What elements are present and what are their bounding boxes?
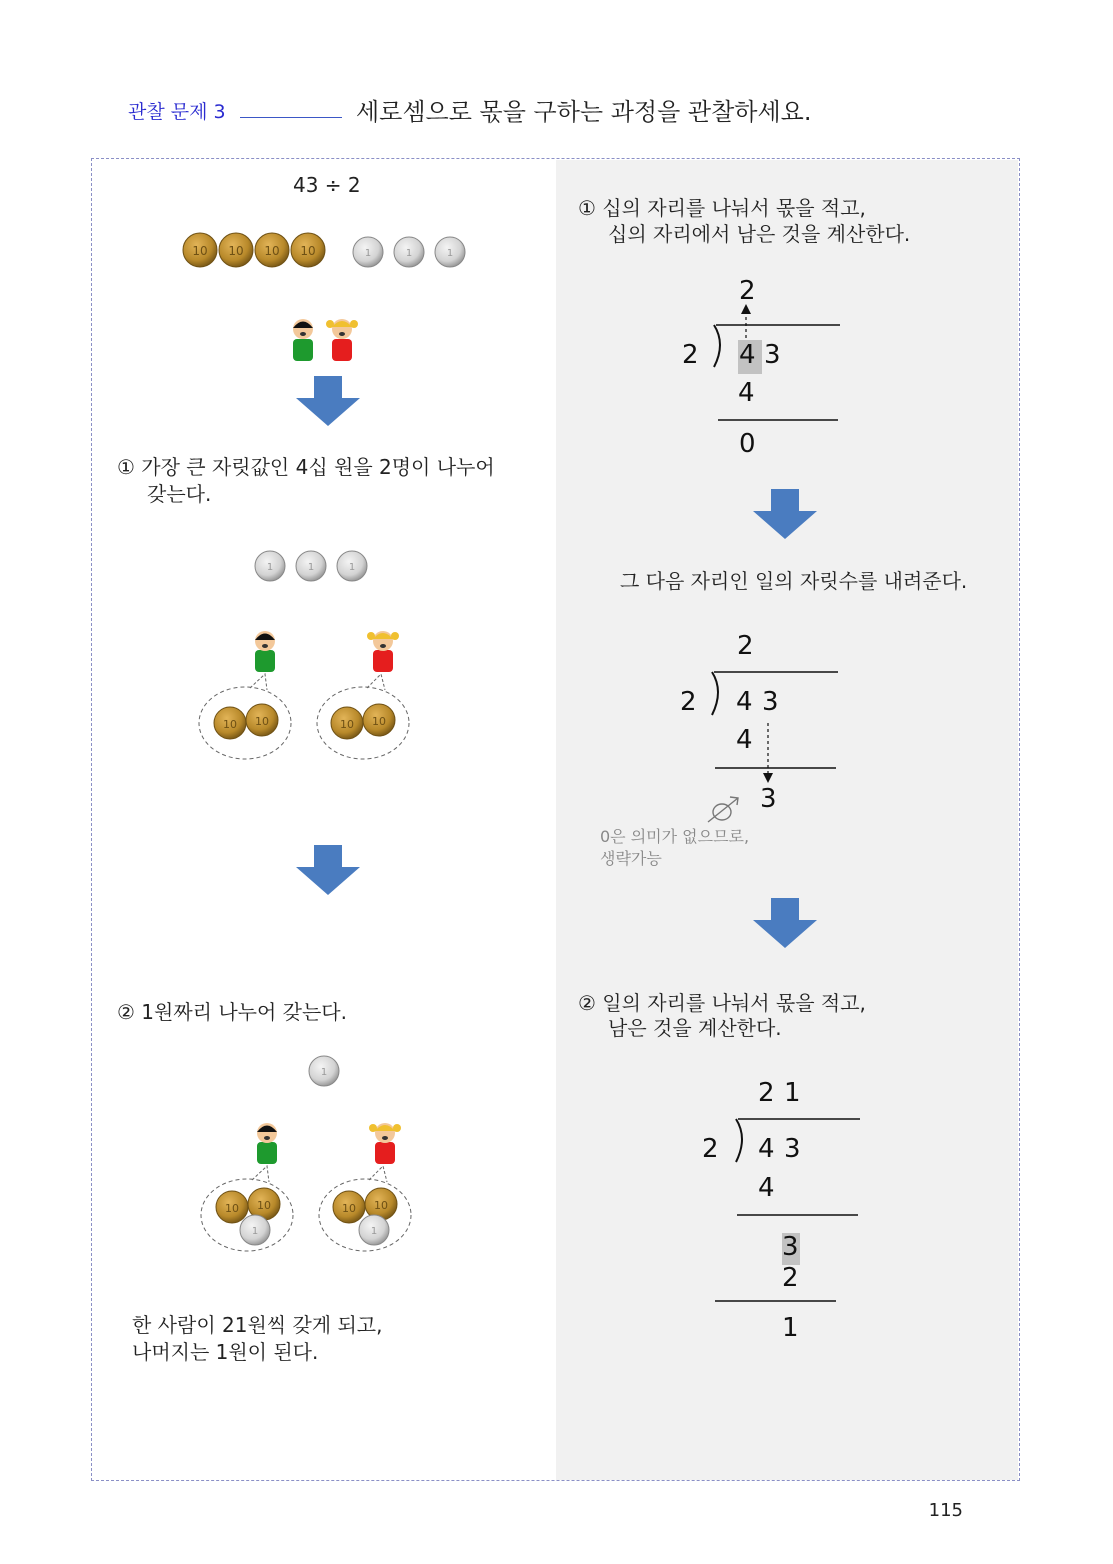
svg-text:10: 10 (225, 1202, 239, 1215)
one-won-coin-icon (255, 551, 285, 581)
page-number: 115 (928, 1500, 963, 1521)
svg-text:10: 10 (264, 244, 280, 258)
right-step2-line1: ② 일의 자리를 나눠서 몫을 적고, (578, 991, 866, 1015)
girl-figure-icon (326, 319, 358, 361)
dividend-tens: 4 (739, 340, 756, 370)
one-won-coin-icon (359, 1215, 389, 1245)
problem-label: 관찰 문제 3 (128, 101, 226, 123)
svg-text:1: 1 (251, 1226, 259, 1237)
ten-won-coin-icon (214, 707, 246, 739)
svg-text:10: 10 (257, 1199, 271, 1212)
svg-text:10: 10 (228, 244, 244, 258)
svg-text:1: 1 (446, 248, 454, 259)
ten-won-coin-icon (333, 1191, 365, 1223)
problem-title: 세로셈으로 몫을 구하는 과정을 관찰하세요. (356, 98, 812, 126)
svg-text:1: 1 (370, 1226, 378, 1237)
remainder: 0 (739, 429, 756, 459)
subtrahend: 4 (738, 378, 755, 408)
long-division-2 (660, 625, 860, 825)
svg-text:10: 10 (300, 244, 316, 258)
right-step1-line2: 십의 자리에서 남은 것을 계산한다. (608, 222, 911, 246)
one-won-coin-icon (394, 237, 424, 267)
omit-note-line1: 0은 의미가 없으므로, (600, 827, 750, 846)
two-people (288, 315, 360, 363)
right-middle-text: 그 다음 자리인 일의 자릿수를 내려준다. (620, 569, 968, 593)
dividend-ones: 3 (762, 687, 779, 717)
ten-won-coin-icon (363, 704, 395, 736)
brought-down-digit: 3 (760, 784, 777, 814)
people-sharing-ones (197, 1120, 417, 1255)
boy-figure-icon (293, 319, 313, 361)
crossed-zero-mark (704, 794, 744, 824)
left-step1-line1: ① 가장 큰 자릿값인 4십 원을 2명이 나누어 (117, 455, 495, 479)
ten-won-coin-icon (291, 233, 325, 267)
svg-text:1: 1 (266, 562, 274, 573)
result-line2: 나머지는 1원이 된다. (132, 1340, 319, 1364)
answer-blank-line (240, 117, 342, 118)
people-sharing-tens (195, 628, 415, 763)
speech-bubble-left (201, 1166, 293, 1251)
right-step1-line1: ① 십의 자리를 나눠서 몫을 적고, (578, 196, 866, 220)
boy-figure-icon (257, 1123, 277, 1164)
omit-note-line2: 생략가능 (600, 849, 662, 868)
ten-won-coin-icon (331, 707, 363, 739)
svg-text:10: 10 (340, 718, 354, 731)
svg-text:1: 1 (320, 1067, 328, 1078)
boy-figure-icon (255, 631, 275, 672)
speech-bubble-left (199, 674, 291, 759)
final-remainder: 1 (782, 1313, 799, 1343)
subtrahend: 4 (758, 1173, 775, 1203)
long-division-1 (660, 270, 860, 470)
ten-won-coin-icon (255, 233, 289, 267)
svg-text:10: 10 (342, 1202, 356, 1215)
svg-text:10: 10 (374, 1199, 388, 1212)
divisor: 2 (682, 340, 699, 370)
divisor: 2 (680, 687, 697, 717)
one-won-coin-icon (306, 1053, 342, 1089)
svg-text:10: 10 (255, 715, 269, 728)
one-won-coin-icon (337, 551, 367, 581)
quotient-tens: 2 (739, 276, 756, 306)
down-arrow-icon (294, 376, 362, 428)
left-step1-line2: 갖는다. (147, 482, 212, 506)
one-won-coin-icon (435, 237, 465, 267)
ten-won-coin-icon (183, 233, 217, 267)
content-frame (91, 158, 1020, 1481)
svg-text:1: 1 (307, 562, 315, 573)
ten-won-coin-icon (216, 1191, 248, 1223)
subtrahend-ones: 2 (782, 1263, 799, 1293)
result-line1: 한 사람이 21원씩 갖게 되고, (132, 1313, 383, 1337)
divisor: 2 (702, 1134, 719, 1164)
quotient-tens: 2 (758, 1078, 775, 1108)
long-division-3 (680, 1070, 880, 1350)
dividend-tens: 4 (758, 1134, 775, 1164)
right-step2-line2: 남은 것을 계산한다. (608, 1016, 782, 1040)
dividend-ones: 3 (784, 1134, 801, 1164)
svg-text:1: 1 (405, 248, 413, 259)
svg-text:10: 10 (223, 718, 237, 731)
svg-text:10: 10 (372, 715, 386, 728)
ten-won-coin-icon (219, 233, 253, 267)
dividend-tens: 4 (736, 687, 753, 717)
ten-won-coin-icon (246, 704, 278, 736)
speech-bubble-right (319, 1166, 411, 1251)
coin-row-top (180, 230, 470, 272)
dividend-ones: 3 (764, 340, 781, 370)
girl-figure-icon (367, 631, 399, 672)
svg-text:1: 1 (348, 562, 356, 573)
ones-remaining: 3 (782, 1232, 799, 1262)
one-won-coin-icon (296, 551, 326, 581)
quotient-tens: 2 (737, 631, 754, 661)
one-won-coin-icon (240, 1215, 270, 1245)
subtrahend: 4 (736, 725, 753, 755)
one-won-coin-icon (353, 237, 383, 267)
svg-text:10: 10 (192, 244, 208, 258)
left-step2: ② 1원짜리 나누어 갖는다. (117, 1000, 347, 1024)
down-arrow-icon (751, 489, 819, 541)
division-expression: 43 ÷ 2 (293, 173, 361, 197)
down-arrow-icon (751, 898, 819, 950)
down-arrow-icon (294, 845, 362, 897)
speech-bubble-right (317, 674, 409, 759)
svg-text:1: 1 (364, 248, 372, 259)
girl-figure-icon (369, 1123, 401, 1164)
quotient-ones: 1 (784, 1078, 801, 1108)
coin-row-middle (252, 548, 372, 584)
